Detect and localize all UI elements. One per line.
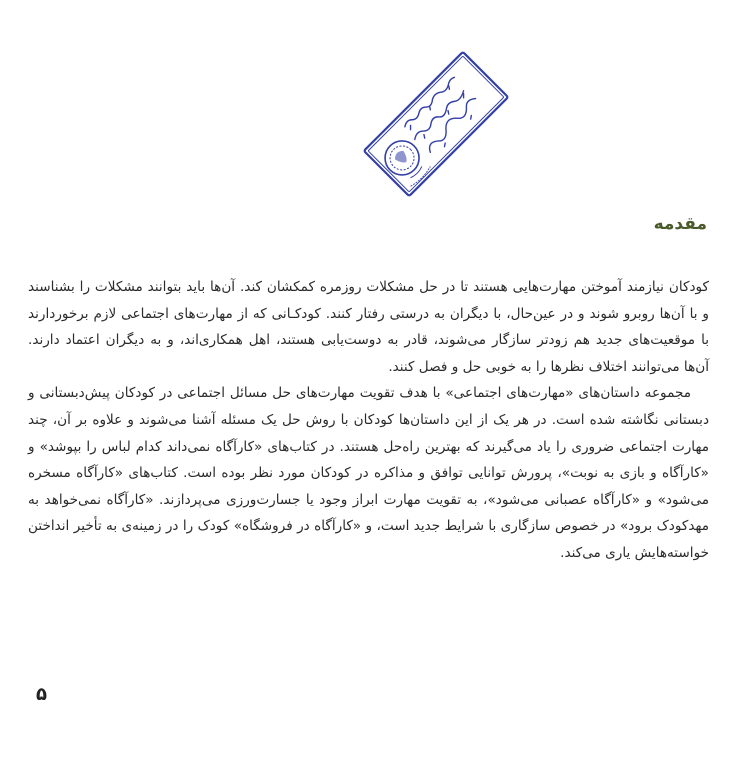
paragraph-2: مجموعه داستان‌های «مهارت‌های اجتماعی» با هدف تقویت مهارت‌های حل مسائل اجتماعی در کودکان پیش‌دبستانی و دبستانی نگاشته شده است. در هر یک از این داستان‌ها کودکان با روش حل یک مسئله آشنا می‌شوند و علاوه بر آن، چند مهارت اجتماعی ضروری را یاد می‌گیرند که بهترین راه‌حل هستند. در کتاب‌های «کارآگاه نمی‌داند کدام لباس را بپوشد» و «کارآگاه و بازی به نوبت»، پرورش توانایی توافق و مذاکره در کودکان مورد نظر بوده است. کتاب‌های «کارآگاه مسخره می‌شود» و «کارآگاه عصبانی می‌شود»، به تقویت مهارت ابراز وجود یا جسارت‌ورزی می‌پردازند. «کارآگاه نمی‌خواهد به مهدکودک برود» در خصوص سازگاری با شرایط جدید است، و «کارآگاه در فروشگاه» کودک را در زمینه‌ی به تأخیر انداختن خواسته‌هایش یاری می‌کند.: [28, 385, 709, 561]
paragraph-1: کودکان نیازمند آموختن مهارت‌هایی هستند تا در حل مشکلات روزمره کمکشان کند. آن‌ها باید بتوانند مشکلات را بشناسند و با آن‌ها روبرو شوند و در عین‌حال، با دیگران به درستی رفتار کنند. کودکـانی که از مهارت‌های اجتماعی لازم برخوردارند با موقعیت‌های جدید هم زودتر سازگار می‌شوند، قادر به دوست‌یابی هستند، اهل همکاری‌اند، و به دیگران اعتماد دارند. آن‌ها می‌توانند اختلاف نظرها را به خوبی حل و فصل کنند.: [28, 279, 709, 375]
stamp-border: [364, 52, 508, 196]
library-stamp: [352, 40, 520, 208]
page-number: ۵: [36, 684, 47, 705]
section-heading: مقدمه: [653, 214, 707, 234]
body-text: [28, 274, 709, 567]
stamp-image: [352, 40, 520, 208]
